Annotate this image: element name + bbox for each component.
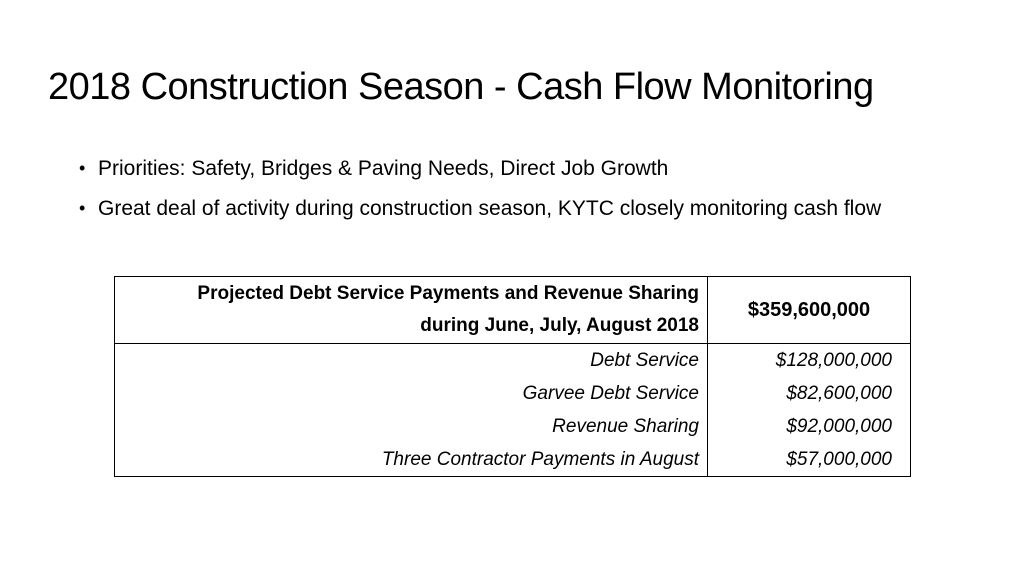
- bullet-item-activity: [76, 194, 956, 223]
- table-header-line-1: Projected Debt Service Payments and Revenue Sharing: [197, 283, 699, 304]
- bullet-text: Priorities: Safety, Bridges & Paving Needs, Direct Job Growth: [98, 157, 669, 180]
- row-label: Garvee Debt Service: [115, 377, 708, 410]
- row-amount: $57,000,000: [708, 443, 911, 477]
- row-amount: $128,000,000: [708, 344, 911, 378]
- table-header-label: [115, 277, 708, 344]
- bullet-list: [76, 154, 956, 234]
- bullet-item-priorities: [76, 154, 956, 183]
- bullet-text: Great deal of activity during construction season, KYTC closely monitoring cash flow: [98, 197, 882, 220]
- table-header-line-2: during June, July, August 2018: [420, 315, 699, 336]
- row-amount: $92,000,000: [708, 410, 911, 443]
- row-label: Debt Service: [115, 344, 708, 378]
- bullet-dot-icon: •: [79, 198, 86, 218]
- table-row: [115, 410, 911, 443]
- row-label: Three Contractor Payments in August: [115, 443, 708, 477]
- table-total-value: $359,600,000: [708, 277, 911, 344]
- payments-table: [114, 276, 911, 477]
- table-header-row: [115, 277, 911, 344]
- slide-title: 2018 Construction Season - Cash Flow Monitoring: [48, 66, 874, 108]
- bullet-dot-icon: •: [79, 158, 86, 178]
- row-label: Revenue Sharing: [115, 410, 708, 443]
- table-row: [115, 443, 911, 477]
- table-row: [115, 344, 911, 378]
- table-row: [115, 377, 911, 410]
- row-amount: $82,600,000: [708, 377, 911, 410]
